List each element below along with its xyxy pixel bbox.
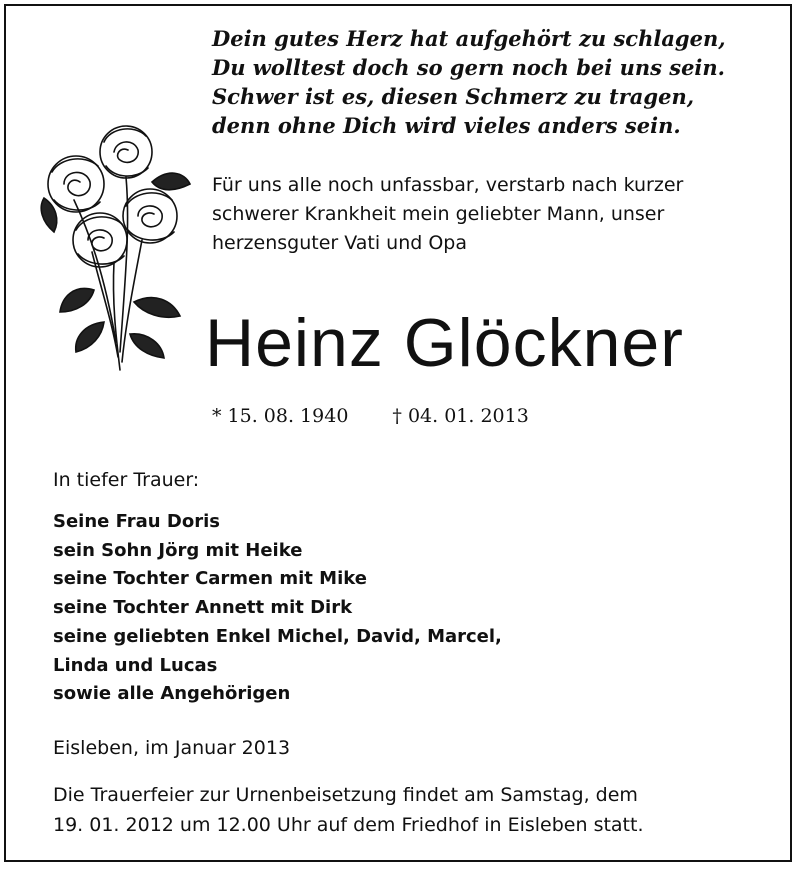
intro-line: Für uns alle noch unfassbar, verstarb nach kurzer [212,174,684,196]
intro-line: schwerer Krankheit mein geliebter Mann, unser [212,203,665,225]
poem-line: Dein gutes Herz hat aufgehört zu schlagen, [212,26,726,51]
family-line: sein Sohn Jörg mit Heike [53,539,303,561]
deceased-name: Heinz Glöckner [205,305,684,381]
death-date: † 04. 01. 2013 [392,405,529,427]
mourning-label: In tiefer Trauer: [53,469,200,491]
poem [212,24,772,140]
notice-line: 19. 01. 2012 um 12.00 Uhr auf dem Friedhof in Eisleben statt. [53,814,644,836]
family-line: Linda und Lucas [53,654,218,676]
family-line: seine geliebten Enkel Michel, David, Marcel, [53,625,502,647]
rose-bouquet-icon [34,112,194,372]
intro-line: herzensguter Vati und Opa [212,232,468,254]
intro-text [212,171,772,258]
poem-line: Du wolltest doch so gern noch bei uns sein. [212,55,725,80]
family-line: Seine Frau Doris [53,511,220,532]
poem-line: Schwer ist es, diesen Schmerz zu tragen, [212,84,695,109]
poem-line: denn ohne Dich wird vieles anders sein. [212,113,681,138]
funeral-notice [53,780,753,840]
birth-date: * 15. 08. 1940 [212,405,349,427]
family-line: sowie alle Angehörigen [53,683,291,705]
family-list [53,508,502,709]
family-line: seine Tochter Annett mit Dirk [53,597,353,619]
life-dates [212,401,529,431]
notice-line: Die Trauerfeier zur Urnenbeisetzung findet am Samstag, dem [53,784,638,806]
place-date: Eisleben, im Januar 2013 [53,737,291,759]
family-line: seine Tochter Carmen mit Mike [53,568,367,590]
